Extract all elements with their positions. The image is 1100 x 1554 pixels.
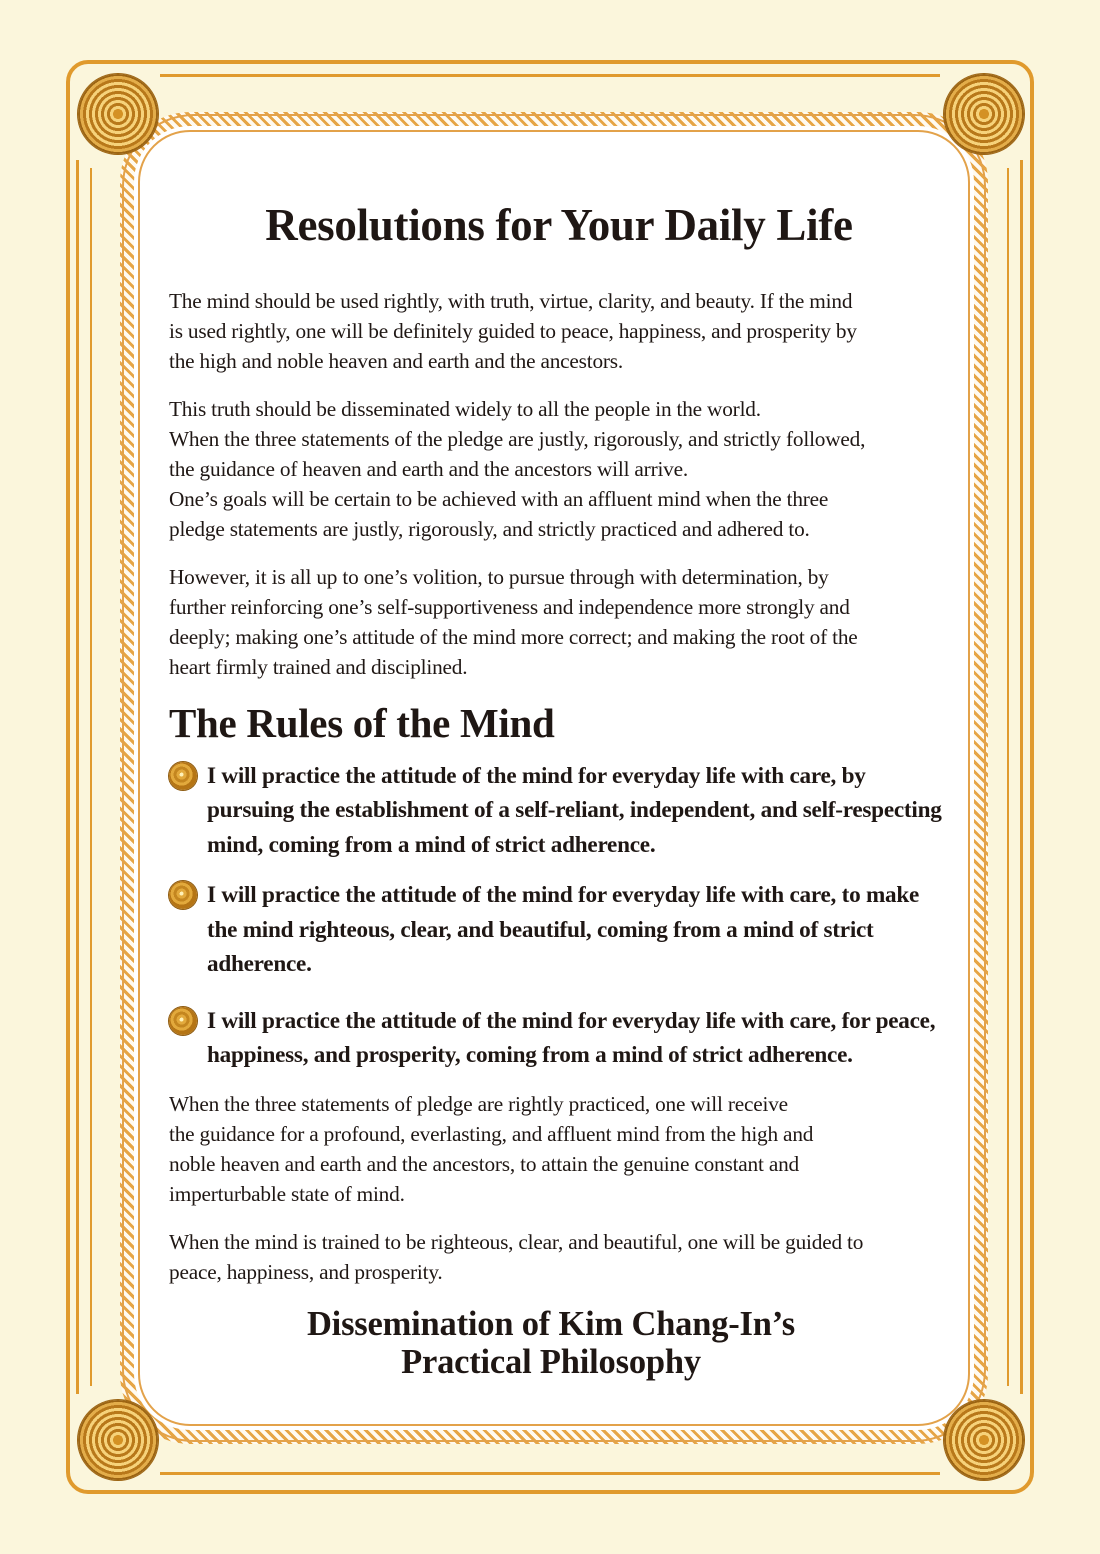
closing-paragraph-1 xyxy=(169,1089,949,1209)
text-line: the high and noble heaven and earth and the ancestors. xyxy=(169,348,624,373)
frame-line-left-inner xyxy=(90,168,92,1386)
corner-medallion-icon xyxy=(944,1400,1024,1480)
intro-paragraph-2 xyxy=(169,394,949,544)
text-line: The mind should be used rightly, with truth, virtue, clarity, and beauty. If the mind xyxy=(169,288,853,313)
text-line: the guidance for a profound, everlasting, and affluent mind from the high and xyxy=(169,1121,814,1146)
footer-line-1: Dissemination of Kim Chang-In’s xyxy=(306,1304,796,1343)
gold-medallion-icon xyxy=(169,1007,197,1035)
corner-medallion-icon xyxy=(944,74,1024,154)
text-line: When the three statements of pledge are rightly practiced, one will receive xyxy=(169,1091,788,1116)
closing-paragraph-2 xyxy=(169,1227,949,1287)
text-line: heart firmly trained and disciplined. xyxy=(169,654,468,679)
intro-paragraph-1 xyxy=(169,286,949,376)
text-line: One’s goals will be certain to be achieved with an affluent mind when the three xyxy=(169,486,829,511)
document-body xyxy=(169,200,949,1381)
text-line: deeply; making one’s attitude of the mind more correct; and making the root of the xyxy=(169,624,858,649)
text-line: further reinforcing one’s self-supportiveness and independence more strongly and xyxy=(169,594,850,619)
text-line: When the mind is trained to be righteous, clear, and beautiful, one will be guided to xyxy=(169,1229,864,1254)
rule-text: I will practice the attitude of the mind for everyday life with care, for peace, happiness, and prosperity, coming from a mind of strict adherence. xyxy=(207,1007,936,1069)
gold-medallion-icon xyxy=(169,762,197,790)
frame-line-top xyxy=(160,74,940,77)
corner-medallion-icon xyxy=(78,1400,158,1480)
text-line: This truth should be disseminated widely to all the people in the world. xyxy=(169,396,761,421)
frame-line-right-inner xyxy=(1007,168,1009,1386)
text-line: peace, happiness, and prosperity. xyxy=(169,1259,443,1284)
rules-heading: The Rules of the Mind xyxy=(169,699,555,746)
intro-paragraph-3 xyxy=(169,562,949,682)
rule-item xyxy=(169,878,949,982)
frame-line-left-outer xyxy=(76,160,79,1394)
text-line: the guidance of heaven and earth and the ancestors will arrive. xyxy=(169,456,689,481)
rule-text: I will practice the attitude of the mind for everyday life with care, by pursuing the establishment of a self-reliant, independent, and self-respecting mind, coming from a mind of strict adherence. xyxy=(207,762,942,858)
page-title: Resolutions for Your Daily Life xyxy=(265,200,853,250)
frame-line-right-outer xyxy=(1020,160,1023,1394)
frame-line-bottom xyxy=(160,1472,940,1475)
text-line: imperturbable state of mind. xyxy=(169,1181,405,1206)
text-line: is used rightly, one will be definitely guided to peace, happiness, and prosperity by xyxy=(169,318,857,343)
rule-item xyxy=(169,1004,949,1073)
rule-item xyxy=(169,759,949,863)
footer-title xyxy=(153,1305,949,1381)
corner-medallion-icon xyxy=(78,74,158,154)
gold-medallion-icon xyxy=(169,881,197,909)
text-line: noble heaven and earth and the ancestors, to attain the genuine constant and xyxy=(169,1151,799,1176)
text-line: pledge statements are justly, rigorously, and strictly practiced and adhered to. xyxy=(169,516,810,541)
text-line: When the three statements of the pledge are justly, rigorously, and strictly followed, xyxy=(169,426,866,451)
footer-line-2: Practical Philosophy xyxy=(401,1342,701,1381)
rules-list xyxy=(169,759,949,1073)
rule-text: I will practice the attitude of the mind for everyday life with care, to make the mind righteous, clear, and beautiful, coming from a mind of strict adherence. xyxy=(207,882,920,978)
text-line: However, it is all up to one’s volition, to pursue through with determination, by xyxy=(169,564,829,589)
